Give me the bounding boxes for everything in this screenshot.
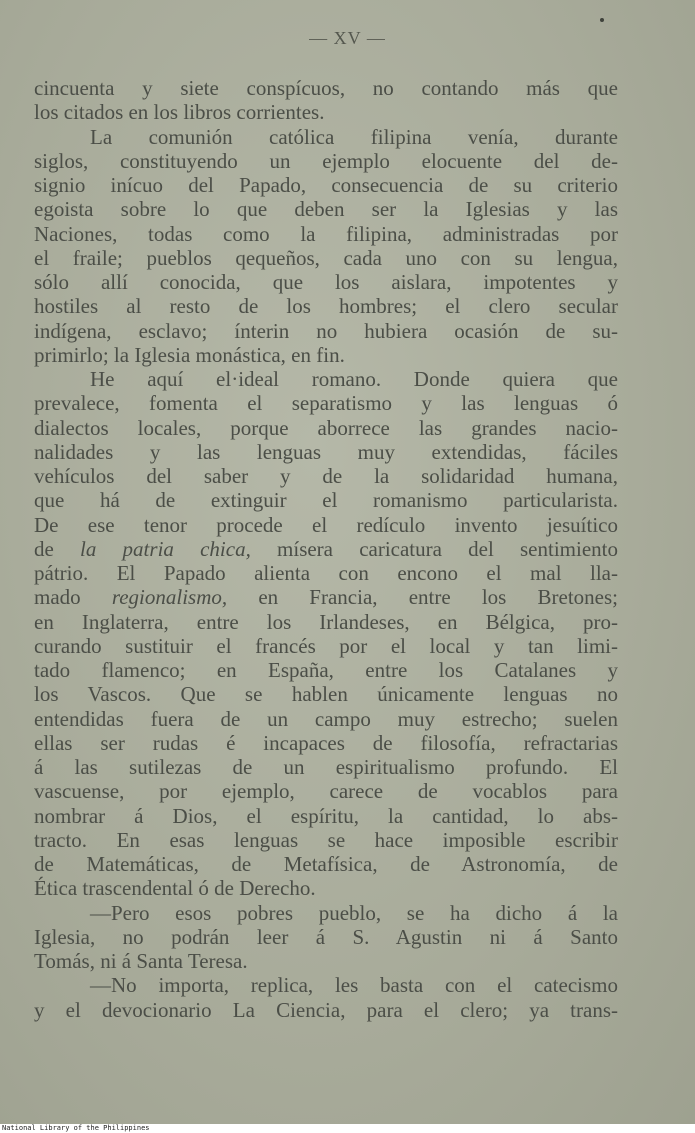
- text-line: —Pero esos pobres pueblo, se ha dicho á la: [90, 900, 618, 925]
- text-line: dialectos locales, porque aborrece las grandes nacio-: [34, 415, 618, 440]
- text-line: Ética trascendental ó de Derecho.: [34, 876, 316, 901]
- text-line: pátrio. El Papado alienta con encono el mal lla-: [34, 561, 618, 585]
- text-segment: mado: [34, 585, 112, 610]
- text-line: tracto. En esas lenguas se hace imposible escribir: [34, 827, 618, 852]
- text-line: siglos, constituyendo un ejemplo elocuente del de-: [34, 148, 618, 173]
- text-line: á las sutilezas de un espiritualismo profundo. El: [34, 755, 618, 779]
- ink-spot: [600, 18, 604, 22]
- text-line: vascuense, por ejemplo, carece de vocablos para: [34, 779, 618, 804]
- text-line: indígena, esclavo; ínterin no hubiera ocasión de su-: [34, 318, 618, 343]
- text-line: De ese tenor procede el redículo invento jesuítico: [34, 512, 618, 537]
- text-line: [34, 585, 618, 609]
- text-line: Iglesia, no podrán leer á S. Agustin ni á Santo: [34, 924, 618, 949]
- text-line: —No importa, replica, les basta con el catecismo: [90, 973, 618, 998]
- text-line: signio inícuo del Papado, consecuencia de su criterio: [34, 173, 618, 197]
- text-line: curando sustituir el francés por el local y tan limi-: [34, 633, 618, 658]
- text-line: que há de extinguir el romanismo particularista.: [34, 488, 618, 513]
- page-number-header: — XV —: [309, 28, 386, 48]
- italic-phrase: la patria chica,: [80, 536, 251, 561]
- text-line: Tomás, ni á Santa Teresa.: [34, 949, 248, 973]
- text-line: primirlo; la Iglesia monástica, en fin.: [34, 342, 345, 367]
- text-line: [34, 537, 618, 561]
- text-line: el fraile; pueblos qequeños, cada uno con su lengua,: [34, 245, 618, 270]
- text-line: hostiles al resto de los hombres; el clero secular: [34, 294, 618, 319]
- text-line: cincuenta y siete conspícuos, no contando más que: [34, 76, 618, 100]
- text-line: los Vascos. Que se hablen únicamente lenguas no: [34, 682, 618, 707]
- text-line: y el devocionario La Ciencia, para el clero; ya trans-: [34, 997, 618, 1022]
- text-line: La comunión católica filipina venía, durante: [90, 124, 618, 149]
- text-line: egoista sobre lo que deben ser la Iglesias y las: [34, 197, 618, 222]
- text-line: nombrar á Dios, el espíritu, la cantidad, lo abs-: [34, 803, 618, 828]
- text-line: nalidades y las lenguas muy extendidas, fáciles: [34, 439, 618, 464]
- text-line: entendidas fuera de un campo muy estrecho; suelen: [34, 706, 618, 731]
- text-line: los citados en los libros corrientes.: [34, 100, 325, 125]
- text-line: Naciones, todas como la filipina, administradas por: [34, 221, 618, 246]
- text-line: de Matemáticas, de Metafísica, de Astronomía, de: [34, 852, 618, 876]
- text-line: en Inglaterra, entre los Irlandeses, en Bélgica, pro-: [34, 609, 618, 634]
- text-line: ellas ser rudas é incapaces de filosofía, refractarias: [34, 730, 618, 755]
- text-segment: mísera caricatura del sentimiento: [250, 536, 618, 561]
- text-segment: de: [34, 536, 81, 561]
- text-segment: en Francia, entre los Bretones;: [227, 585, 618, 610]
- italic-phrase: regionalismo,: [111, 585, 228, 610]
- text-line: sólo allí conocida, que los aislara, impotentes y: [34, 270, 618, 294]
- text-line: He aquí el·ideal romano. Donde quiera que: [90, 367, 618, 391]
- text-line: prevalece, fomenta el separatismo y las lenguas ó: [34, 391, 618, 416]
- text-line: vehículos del saber y de la solidaridad humana,: [34, 464, 618, 488]
- scan-footer: [0, 1124, 695, 1133]
- body-text: [34, 76, 618, 1022]
- text-line: tado flamenco; en España, entre los Catalanes y: [34, 658, 618, 682]
- library-credit: National Library of the Philippines: [2, 1124, 150, 1132]
